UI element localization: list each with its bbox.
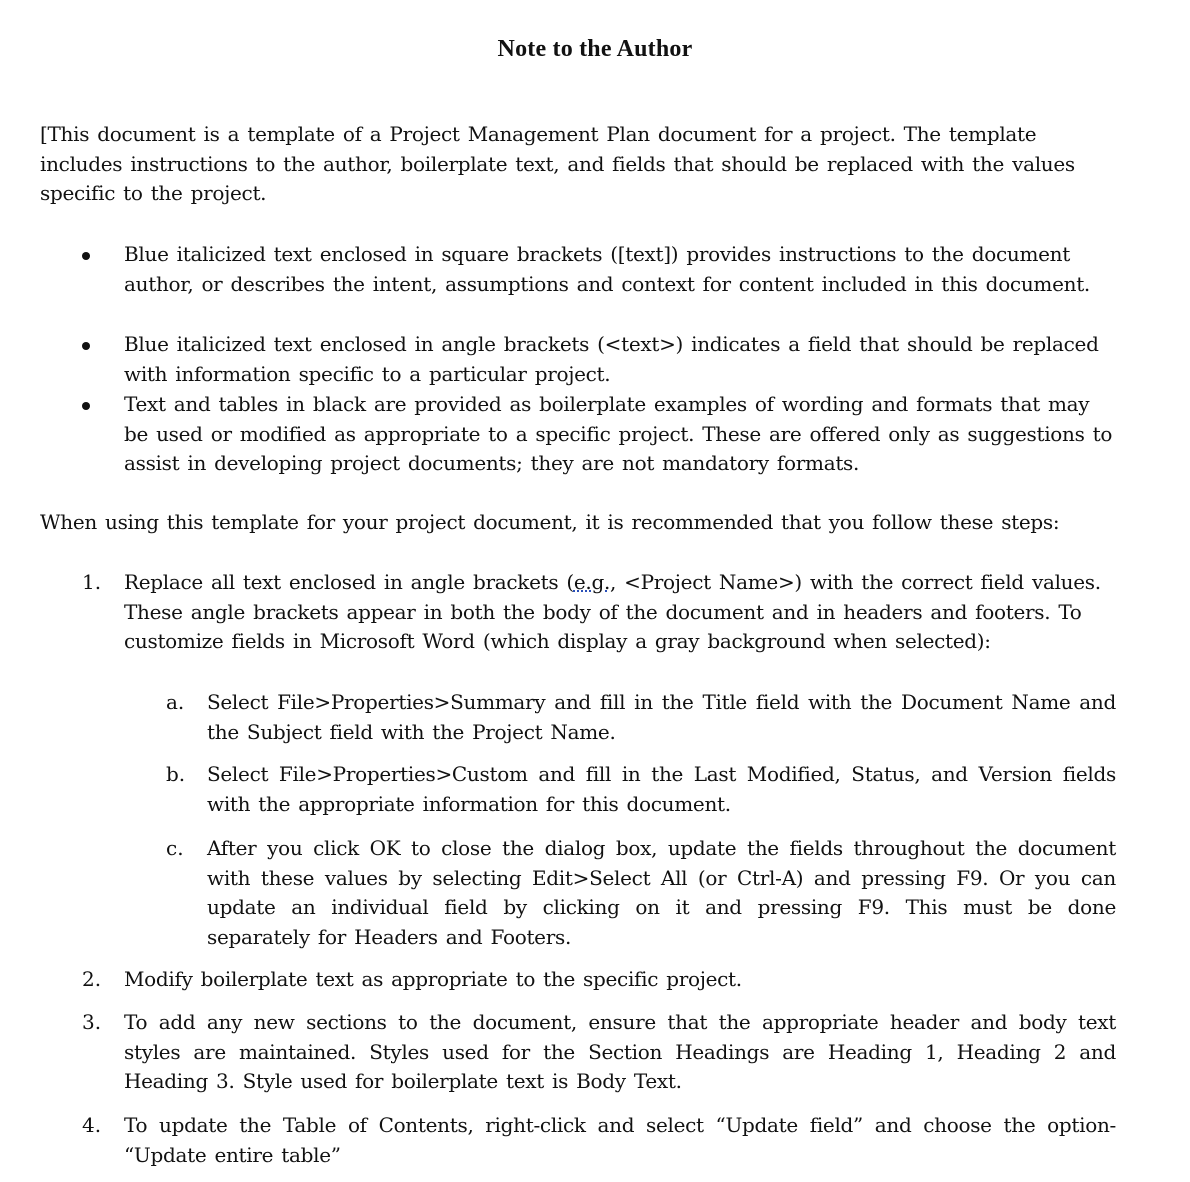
step-1-text-after: <Project Name>) with the correct field values. These angle brackets appear in both the body of the document and in headers and footers. To customize fields in Microsoft Word (which display a gray background when selected): [124,570,1101,653]
step-number: 2. [82,967,102,991]
bullet-text: Text and tables in black are provided as boilerplate examples of wording and formats that may be used or modified as appropriate to a specific project. These are offered only as suggestions to assist in developing project documents; they are not mandatory formats. [124,392,1113,475]
substep-text: After you click OK to close the dialog box, update the fields throughout the document with these values by selecting Edit>Select All (or Ctrl-A) and pressing F9. Or you can update an individual field by clicking on it and pressing F9. This must be done separately for Headers and Footers. [207,836,1116,949]
bullet-icon [82,402,90,410]
step-1-text [124,568,1116,657]
steps-intro-paragraph: When using this template for your project document, it is recommended that you follow these steps: [40,510,1060,534]
step-3-text: To add any new sections to the document, ensure that the appropriate header and body text styles are maintained. Styles used for the Section Headings are Heading 1, Heading 2 and Heading 3. Style used for boilerplate text is Body Text. [124,1010,1116,1093]
eg-abbreviation: e.g., [573,570,617,594]
bullet-icon [82,252,90,260]
step-4-text: To update the Table of Contents, right-click and select “Update field” and choose the option- “Update entire table” [124,1113,1116,1167]
bullet-icon [82,342,90,350]
substep-text: Select File>Properties>Custom and fill in the Last Modified, Status, and Version fields with the appropriate information for this document. [207,762,1116,816]
substep-letter: a. [166,690,185,714]
bullet-text: Blue italicized text enclosed in angle brackets (<text>) indicates a field that should be replaced with information specific to a particular project. [124,332,1099,386]
step-number: 3. [82,1010,102,1034]
step-2-text: Modify boilerplate text as appropriate to the specific project. [124,967,742,991]
substep-text: Select File>Properties>Summary and fill in the Title field with the Document Name and the Subject field with the Project Name. [207,690,1116,744]
step-number: 4. [82,1113,102,1137]
substep-letter: b. [166,762,186,786]
step-number: 1. [82,570,102,594]
substep-letter: c. [166,836,184,860]
bullet-text: Blue italicized text enclosed in square brackets ([text]) provides instructions to the document author, or describes the intent, assumptions and context for content included in this document. [124,242,1090,296]
page-title: Note to the Author [497,36,693,62]
intro-paragraph: [This document is a template of a Project Management Plan document for a project. The template includes instructions to the author, boilerplate text, and fields that should be replaced with the values specific to the project. [40,122,1075,205]
step-1-text-before: Replace all text enclosed in angle brackets ( [124,570,574,594]
